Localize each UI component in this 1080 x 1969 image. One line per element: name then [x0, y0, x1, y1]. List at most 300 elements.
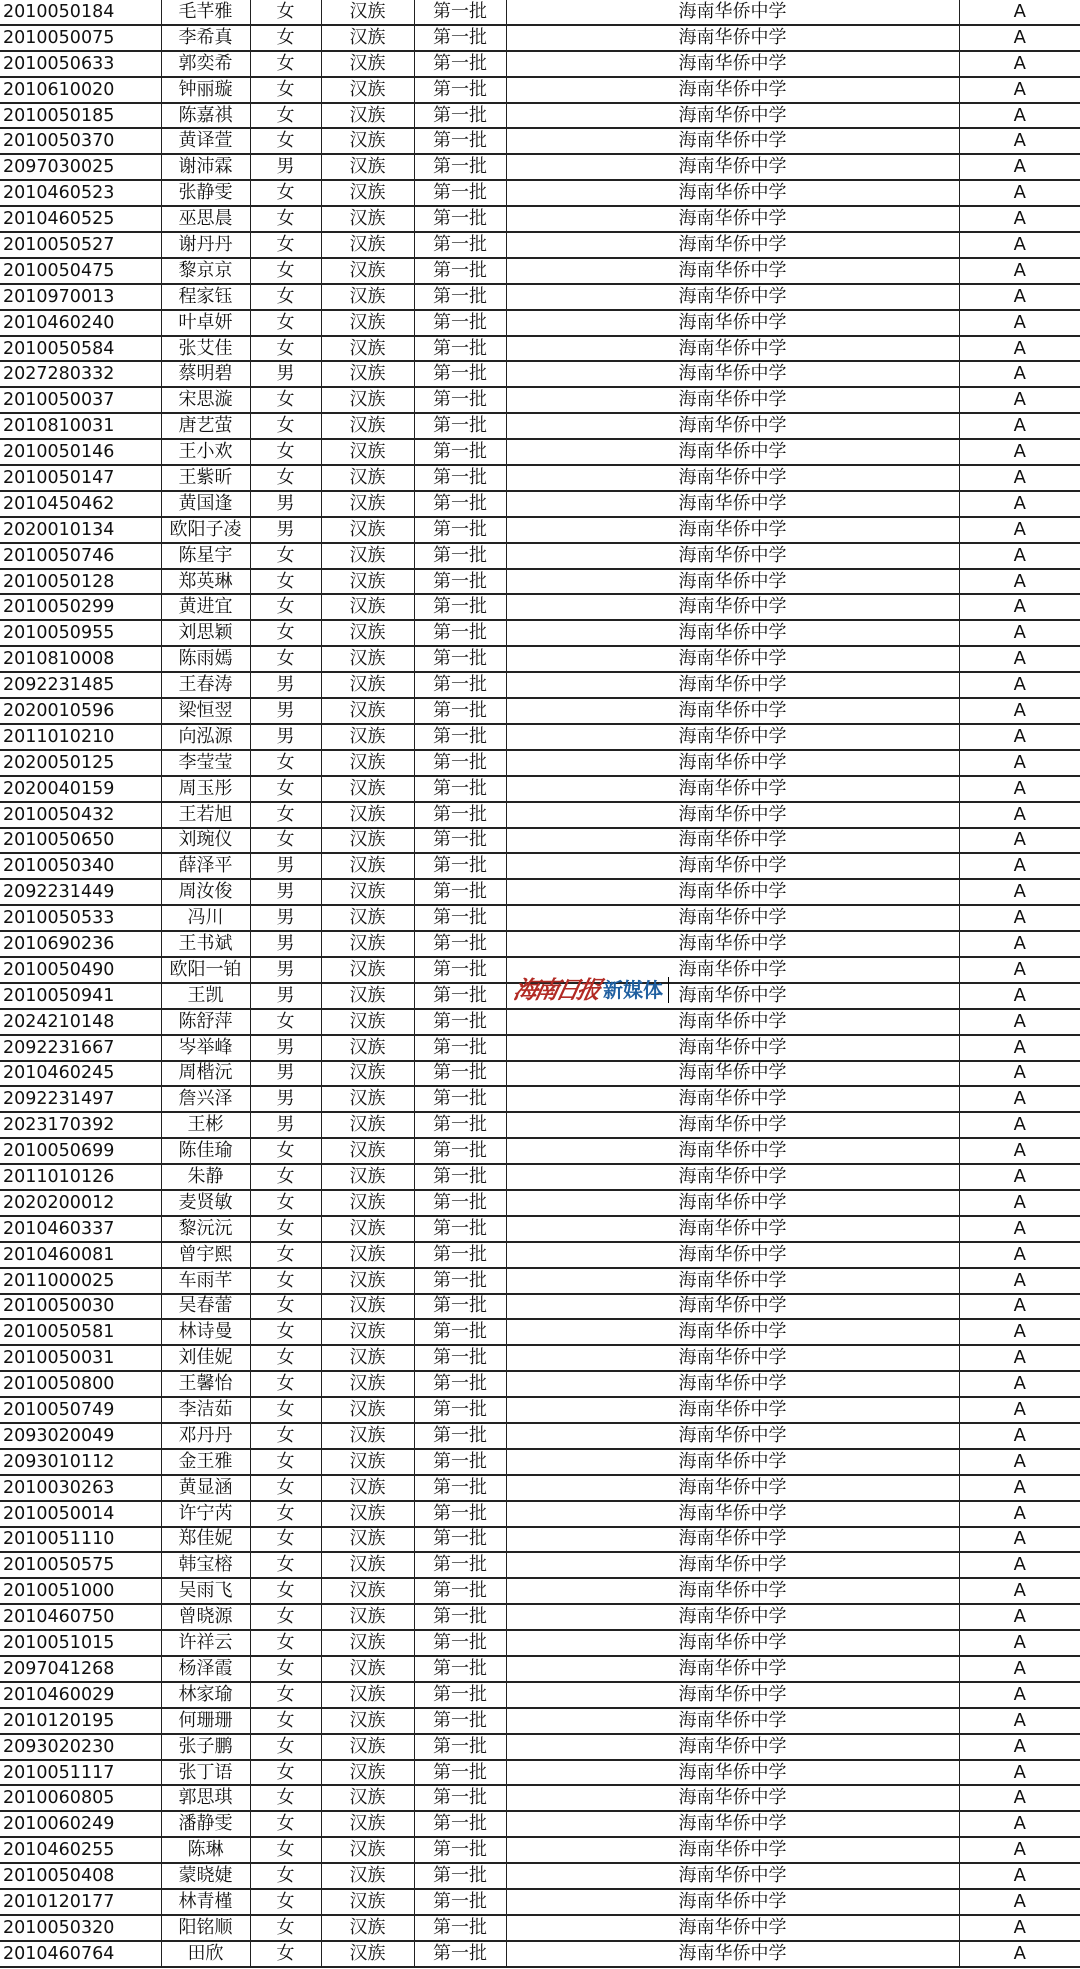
- gender-cell: 女: [250, 1682, 321, 1708]
- student-name-cell: 周玉彤: [161, 776, 250, 802]
- school-cell: 海南华侨中学: [506, 25, 959, 51]
- student-name-cell: 刘思颖: [161, 620, 250, 646]
- student-id-cell: 2010050075: [0, 25, 161, 51]
- student-id-cell: 2010050031: [0, 1345, 161, 1371]
- batch-cell: 第一批: [414, 439, 506, 465]
- school-cell: 海南华侨中学: [506, 1682, 959, 1708]
- student-id-cell: 2010050299: [0, 594, 161, 620]
- grade-cell: A: [959, 336, 1080, 362]
- batch-cell: 第一批: [414, 0, 506, 25]
- grade-cell: A: [959, 724, 1080, 750]
- batch-cell: 第一批: [414, 1449, 506, 1475]
- student-id-cell: 2010450462: [0, 491, 161, 517]
- school-cell: 海南华侨中学: [506, 853, 959, 879]
- school-cell: 海南华侨中学: [506, 1915, 959, 1941]
- student-id-cell: 2010970013: [0, 284, 161, 310]
- ethnicity-cell: 汉族: [321, 620, 414, 646]
- student-name-cell: 郭思琪: [161, 1785, 250, 1811]
- grade-cell: A: [959, 672, 1080, 698]
- batch-cell: 第一批: [414, 336, 506, 362]
- gender-cell: 男: [250, 517, 321, 543]
- grade-cell: A: [959, 1086, 1080, 1112]
- gender-cell: 男: [250, 361, 321, 387]
- gender-cell: 男: [250, 154, 321, 180]
- gender-cell: 女: [250, 284, 321, 310]
- school-cell: 海南华侨中学: [506, 51, 959, 77]
- ethnicity-cell: 汉族: [321, 1656, 414, 1682]
- student-name-cell: 王紫昕: [161, 465, 250, 491]
- batch-cell: 第一批: [414, 1319, 506, 1345]
- student-id-cell: 2010050014: [0, 1501, 161, 1527]
- batch-cell: 第一批: [414, 310, 506, 336]
- school-cell: 海南华侨中学: [506, 802, 959, 828]
- table-row: [0, 879, 1080, 905]
- batch-cell: 第一批: [414, 517, 506, 543]
- gender-cell: 女: [250, 1785, 321, 1811]
- ethnicity-cell: 汉族: [321, 750, 414, 776]
- gender-cell: 女: [250, 1138, 321, 1164]
- school-cell: 海南华侨中学: [506, 1501, 959, 1527]
- table-row: [0, 413, 1080, 439]
- table-row: [0, 1785, 1080, 1811]
- ethnicity-cell: 汉族: [321, 1552, 414, 1578]
- table-row: [0, 1449, 1080, 1475]
- ethnicity-cell: 汉族: [321, 569, 414, 595]
- table-row: [0, 336, 1080, 362]
- student-id-cell: 2092231667: [0, 1035, 161, 1061]
- ethnicity-cell: 汉族: [321, 517, 414, 543]
- ethnicity-cell: 汉族: [321, 361, 414, 387]
- grade-cell: A: [959, 128, 1080, 154]
- student-id-cell: 2010460081: [0, 1242, 161, 1268]
- table-row: [0, 1371, 1080, 1397]
- school-cell: 海南华侨中学: [506, 1863, 959, 1889]
- ethnicity-cell: 汉族: [321, 206, 414, 232]
- table-row: [0, 594, 1080, 620]
- batch-cell: 第一批: [414, 128, 506, 154]
- student-name-cell: 王书斌: [161, 931, 250, 957]
- batch-cell: 第一批: [414, 1811, 506, 1837]
- ethnicity-cell: 汉族: [321, 491, 414, 517]
- school-cell: 海南华侨中学: [506, 1941, 959, 1967]
- grade-cell: A: [959, 232, 1080, 258]
- table-row: [0, 387, 1080, 413]
- batch-cell: 第一批: [414, 1397, 506, 1423]
- gender-cell: 男: [250, 724, 321, 750]
- ethnicity-cell: 汉族: [321, 1086, 414, 1112]
- grade-cell: A: [959, 491, 1080, 517]
- school-cell: 海南华侨中学: [506, 1216, 959, 1242]
- student-id-cell: 2092231449: [0, 879, 161, 905]
- table-row: [0, 491, 1080, 517]
- grade-cell: A: [959, 1061, 1080, 1087]
- table-row: [0, 646, 1080, 672]
- student-name-cell: 钟丽璇: [161, 77, 250, 103]
- school-cell: 海南华侨中学: [506, 491, 959, 517]
- student-name-cell: 吴春蕾: [161, 1294, 250, 1320]
- gender-cell: 女: [250, 0, 321, 25]
- student-name-cell: 金王雅: [161, 1449, 250, 1475]
- ethnicity-cell: 汉族: [321, 1345, 414, 1371]
- ethnicity-cell: 汉族: [321, 1112, 414, 1138]
- school-cell: 海南华侨中学: [506, 1475, 959, 1501]
- ethnicity-cell: 汉族: [321, 983, 414, 1009]
- grade-cell: A: [959, 1242, 1080, 1268]
- student-name-cell: 詹兴泽: [161, 1086, 250, 1112]
- ethnicity-cell: 汉族: [321, 258, 414, 284]
- grade-cell: A: [959, 1009, 1080, 1035]
- gender-cell: 男: [250, 853, 321, 879]
- student-name-cell: 林诗曼: [161, 1319, 250, 1345]
- student-id-cell: 2010050340: [0, 853, 161, 879]
- batch-cell: 第一批: [414, 1889, 506, 1915]
- ethnicity-cell: 汉族: [321, 828, 414, 854]
- table-row: [0, 543, 1080, 569]
- student-id-cell: 2010460240: [0, 310, 161, 336]
- school-cell: 海南华侨中学: [506, 1578, 959, 1604]
- batch-cell: 第一批: [414, 154, 506, 180]
- batch-cell: 第一批: [414, 957, 506, 983]
- table-row: [0, 698, 1080, 724]
- school-cell: 海南华侨中学: [506, 776, 959, 802]
- school-cell: 海南华侨中学: [506, 1164, 959, 1190]
- grade-cell: A: [959, 1941, 1080, 1967]
- school-cell: 海南华侨中学: [506, 180, 959, 206]
- student-id-cell: 2010610020: [0, 77, 161, 103]
- table-row: [0, 284, 1080, 310]
- student-name-cell: 陈星宇: [161, 543, 250, 569]
- gender-cell: 男: [250, 905, 321, 931]
- table-row: [0, 1527, 1080, 1553]
- student-name-cell: 毛芊雅: [161, 0, 250, 25]
- table-row: [0, 853, 1080, 879]
- gender-cell: 女: [250, 1423, 321, 1449]
- batch-cell: 第一批: [414, 1345, 506, 1371]
- school-cell: 海南华侨中学: [506, 569, 959, 595]
- gender-cell: 女: [250, 750, 321, 776]
- ethnicity-cell: 汉族: [321, 128, 414, 154]
- student-id-cell: 2010120177: [0, 1889, 161, 1915]
- ethnicity-cell: 汉族: [321, 1216, 414, 1242]
- school-cell: 海南华侨中学: [506, 361, 959, 387]
- school-cell: 海南华侨中学: [506, 1009, 959, 1035]
- batch-cell: 第一批: [414, 1915, 506, 1941]
- batch-cell: 第一批: [414, 1682, 506, 1708]
- ethnicity-cell: 汉族: [321, 879, 414, 905]
- student-id-cell: 2097030025: [0, 154, 161, 180]
- student-name-cell: 黄译萱: [161, 128, 250, 154]
- gender-cell: 男: [250, 1035, 321, 1061]
- ethnicity-cell: 汉族: [321, 103, 414, 129]
- batch-cell: 第一批: [414, 1941, 506, 1967]
- batch-cell: 第一批: [414, 1112, 506, 1138]
- gender-cell: 女: [250, 128, 321, 154]
- ethnicity-cell: 汉族: [321, 698, 414, 724]
- table-row: [0, 750, 1080, 776]
- gender-cell: 女: [250, 1190, 321, 1216]
- school-cell: 海南华侨中学: [506, 1319, 959, 1345]
- ethnicity-cell: 汉族: [321, 1837, 414, 1863]
- student-id-cell: 2010690236: [0, 931, 161, 957]
- student-name-cell: 曾晓源: [161, 1604, 250, 1630]
- school-cell: 海南华侨中学: [506, 1061, 959, 1087]
- school-cell: 海南华侨中学: [506, 594, 959, 620]
- student-name-cell: 宋思漩: [161, 387, 250, 413]
- table-row: [0, 1734, 1080, 1760]
- ethnicity-cell: 汉族: [321, 1319, 414, 1345]
- gender-cell: 女: [250, 1216, 321, 1242]
- batch-cell: 第一批: [414, 1423, 506, 1449]
- table-row: [0, 180, 1080, 206]
- table-row: [0, 1423, 1080, 1449]
- student-name-cell: 程家钰: [161, 284, 250, 310]
- batch-cell: 第一批: [414, 1630, 506, 1656]
- student-id-cell: 2010460750: [0, 1604, 161, 1630]
- batch-cell: 第一批: [414, 1475, 506, 1501]
- ethnicity-cell: 汉族: [321, 1941, 414, 1967]
- grade-cell: A: [959, 1760, 1080, 1786]
- ethnicity-cell: 汉族: [321, 51, 414, 77]
- table-row: [0, 1035, 1080, 1061]
- student-name-cell: 谢丹丹: [161, 232, 250, 258]
- grade-cell: A: [959, 1527, 1080, 1553]
- student-id-cell: 2010810031: [0, 413, 161, 439]
- school-cell: 海南华侨中学: [506, 1449, 959, 1475]
- school-cell: 海南华侨中学: [506, 1138, 959, 1164]
- ethnicity-cell: 汉族: [321, 1449, 414, 1475]
- batch-cell: 第一批: [414, 698, 506, 724]
- batch-cell: 第一批: [414, 1242, 506, 1268]
- ethnicity-cell: 汉族: [321, 594, 414, 620]
- student-name-cell: 岑举峰: [161, 1035, 250, 1061]
- student-name-cell: 周楷沅: [161, 1061, 250, 1087]
- student-id-cell: 2010050800: [0, 1371, 161, 1397]
- school-cell: 海南华侨中学: [506, 1527, 959, 1553]
- ethnicity-cell: 汉族: [321, 1527, 414, 1553]
- table-row: [0, 1061, 1080, 1087]
- table-row: [0, 258, 1080, 284]
- gender-cell: 女: [250, 439, 321, 465]
- school-cell: 海南华侨中学: [506, 1086, 959, 1112]
- gender-cell: 女: [250, 387, 321, 413]
- school-cell: 海南华侨中学: [506, 284, 959, 310]
- student-id-cell: 2010050037: [0, 387, 161, 413]
- school-cell: 海南华侨中学: [506, 310, 959, 336]
- batch-cell: 第一批: [414, 1190, 506, 1216]
- gender-cell: 男: [250, 1112, 321, 1138]
- text-cursor: [668, 977, 669, 1003]
- school-cell: 海南华侨中学: [506, 1190, 959, 1216]
- grade-cell: A: [959, 543, 1080, 569]
- student-id-cell: 2010050490: [0, 957, 161, 983]
- batch-cell: 第一批: [414, 931, 506, 957]
- ethnicity-cell: 汉族: [321, 154, 414, 180]
- gender-cell: 女: [250, 413, 321, 439]
- student-id-cell: 2093020230: [0, 1734, 161, 1760]
- school-cell: 海南华侨中学: [506, 387, 959, 413]
- student-name-cell: 吴雨飞: [161, 1578, 250, 1604]
- ethnicity-cell: 汉族: [321, 439, 414, 465]
- batch-cell: 第一批: [414, 620, 506, 646]
- grade-cell: A: [959, 1682, 1080, 1708]
- student-id-cell: 2010050408: [0, 1863, 161, 1889]
- grade-cell: A: [959, 25, 1080, 51]
- ethnicity-cell: 汉族: [321, 180, 414, 206]
- grade-cell: A: [959, 1578, 1080, 1604]
- table-row: [0, 802, 1080, 828]
- grade-cell: A: [959, 1837, 1080, 1863]
- batch-cell: 第一批: [414, 206, 506, 232]
- batch-cell: 第一批: [414, 1578, 506, 1604]
- table-row: [0, 1397, 1080, 1423]
- student-id-cell: 2010050650: [0, 828, 161, 854]
- grade-cell: A: [959, 154, 1080, 180]
- ethnicity-cell: 汉族: [321, 1268, 414, 1294]
- student-id-cell: 2010050475: [0, 258, 161, 284]
- grade-cell: A: [959, 750, 1080, 776]
- grade-cell: A: [959, 1397, 1080, 1423]
- batch-cell: 第一批: [414, 1009, 506, 1035]
- gender-cell: 女: [250, 1578, 321, 1604]
- table-row: [0, 1915, 1080, 1941]
- student-name-cell: 何珊珊: [161, 1708, 250, 1734]
- gender-cell: 女: [250, 569, 321, 595]
- ethnicity-cell: 汉族: [321, 1682, 414, 1708]
- grade-cell: A: [959, 1863, 1080, 1889]
- ethnicity-cell: 汉族: [321, 1630, 414, 1656]
- batch-cell: 第一批: [414, 361, 506, 387]
- grade-cell: A: [959, 51, 1080, 77]
- student-name-cell: 韩宝榕: [161, 1552, 250, 1578]
- student-name-cell: 王小欢: [161, 439, 250, 465]
- table-row: [0, 569, 1080, 595]
- student-name-cell: 黄显涵: [161, 1475, 250, 1501]
- student-id-cell: 2010050749: [0, 1397, 161, 1423]
- batch-cell: 第一批: [414, 750, 506, 776]
- grade-cell: A: [959, 103, 1080, 129]
- grade-cell: A: [959, 413, 1080, 439]
- batch-cell: 第一批: [414, 828, 506, 854]
- student-id-cell: 2010050955: [0, 620, 161, 646]
- batch-cell: 第一批: [414, 1708, 506, 1734]
- gender-cell: 男: [250, 1086, 321, 1112]
- student-name-cell: 郑佳妮: [161, 1527, 250, 1553]
- school-cell: 海南华侨中学: [506, 336, 959, 362]
- table-row: [0, 1138, 1080, 1164]
- gender-cell: 女: [250, 1371, 321, 1397]
- student-name-cell: 林青槿: [161, 1889, 250, 1915]
- student-id-cell: 2010050184: [0, 0, 161, 25]
- school-cell: 海南华侨中学: [506, 750, 959, 776]
- student-id-cell: 2010050370: [0, 128, 161, 154]
- table-row: [0, 1475, 1080, 1501]
- table-row: [0, 1216, 1080, 1242]
- grade-cell: A: [959, 439, 1080, 465]
- student-id-cell: 2010050533: [0, 905, 161, 931]
- gender-cell: 女: [250, 180, 321, 206]
- batch-cell: 第一批: [414, 724, 506, 750]
- table-row: [0, 828, 1080, 854]
- table-row: [0, 1837, 1080, 1863]
- student-id-cell: 2092231485: [0, 672, 161, 698]
- student-id-cell: 2023170392: [0, 1112, 161, 1138]
- student-id-cell: 2010050128: [0, 569, 161, 595]
- ethnicity-cell: 汉族: [321, 77, 414, 103]
- batch-cell: 第一批: [414, 51, 506, 77]
- gender-cell: 男: [250, 698, 321, 724]
- grade-cell: A: [959, 957, 1080, 983]
- table-row: [0, 1941, 1080, 1967]
- grade-cell: A: [959, 828, 1080, 854]
- table-row: [0, 310, 1080, 336]
- gender-cell: 女: [250, 1475, 321, 1501]
- batch-cell: 第一批: [414, 103, 506, 129]
- school-cell: 海南华侨中学: [506, 77, 959, 103]
- grade-cell: A: [959, 1268, 1080, 1294]
- grade-cell: A: [959, 1604, 1080, 1630]
- ethnicity-cell: 汉族: [321, 0, 414, 25]
- student-name-cell: 王凯: [161, 983, 250, 1009]
- student-name-cell: 王若旭: [161, 802, 250, 828]
- student-name-cell: 田欣: [161, 1941, 250, 1967]
- student-id-cell: 2010460523: [0, 180, 161, 206]
- gender-cell: 女: [250, 1397, 321, 1423]
- table-row: [0, 1708, 1080, 1734]
- batch-cell: 第一批: [414, 25, 506, 51]
- batch-cell: 第一批: [414, 1294, 506, 1320]
- gender-cell: 女: [250, 1449, 321, 1475]
- table-row: [0, 25, 1080, 51]
- table-row: [0, 206, 1080, 232]
- student-name-cell: 杨泽霞: [161, 1656, 250, 1682]
- student-name-cell: 欧阳子凌: [161, 517, 250, 543]
- gender-cell: 女: [250, 465, 321, 491]
- school-cell: 海南华侨中学: [506, 232, 959, 258]
- school-cell: 海南华侨中学: [506, 1035, 959, 1061]
- ethnicity-cell: 汉族: [321, 1811, 414, 1837]
- gender-cell: 女: [250, 336, 321, 362]
- student-id-cell: 2010050030: [0, 1294, 161, 1320]
- school-cell: 海南华侨中学: [506, 724, 959, 750]
- student-name-cell: 车雨芊: [161, 1268, 250, 1294]
- grade-cell: A: [959, 1035, 1080, 1061]
- student-name-cell: 冯川: [161, 905, 250, 931]
- school-cell: 海南华侨中学: [506, 1889, 959, 1915]
- batch-cell: 第一批: [414, 672, 506, 698]
- student-id-cell: 2010060249: [0, 1811, 161, 1837]
- student-id-cell: 2020010134: [0, 517, 161, 543]
- student-id-cell: 2010060805: [0, 1785, 161, 1811]
- batch-cell: 第一批: [414, 853, 506, 879]
- gender-cell: 女: [250, 620, 321, 646]
- grade-cell: A: [959, 465, 1080, 491]
- grade-cell: A: [959, 1216, 1080, 1242]
- gender-cell: 女: [250, 594, 321, 620]
- school-cell: 海南华侨中学: [506, 957, 959, 983]
- student-id-cell: 2020010596: [0, 698, 161, 724]
- student-id-cell: 2010051015: [0, 1630, 161, 1656]
- school-cell: 海南华侨中学: [506, 258, 959, 284]
- gender-cell: 女: [250, 51, 321, 77]
- gender-cell: 女: [250, 1630, 321, 1656]
- grade-cell: A: [959, 1138, 1080, 1164]
- watermark-sub: 新媒体: [603, 978, 663, 1002]
- student-name-cell: 黄进宜: [161, 594, 250, 620]
- ethnicity-cell: 汉族: [321, 1138, 414, 1164]
- gender-cell: 女: [250, 1760, 321, 1786]
- ethnicity-cell: 汉族: [321, 1061, 414, 1087]
- gender-cell: 男: [250, 983, 321, 1009]
